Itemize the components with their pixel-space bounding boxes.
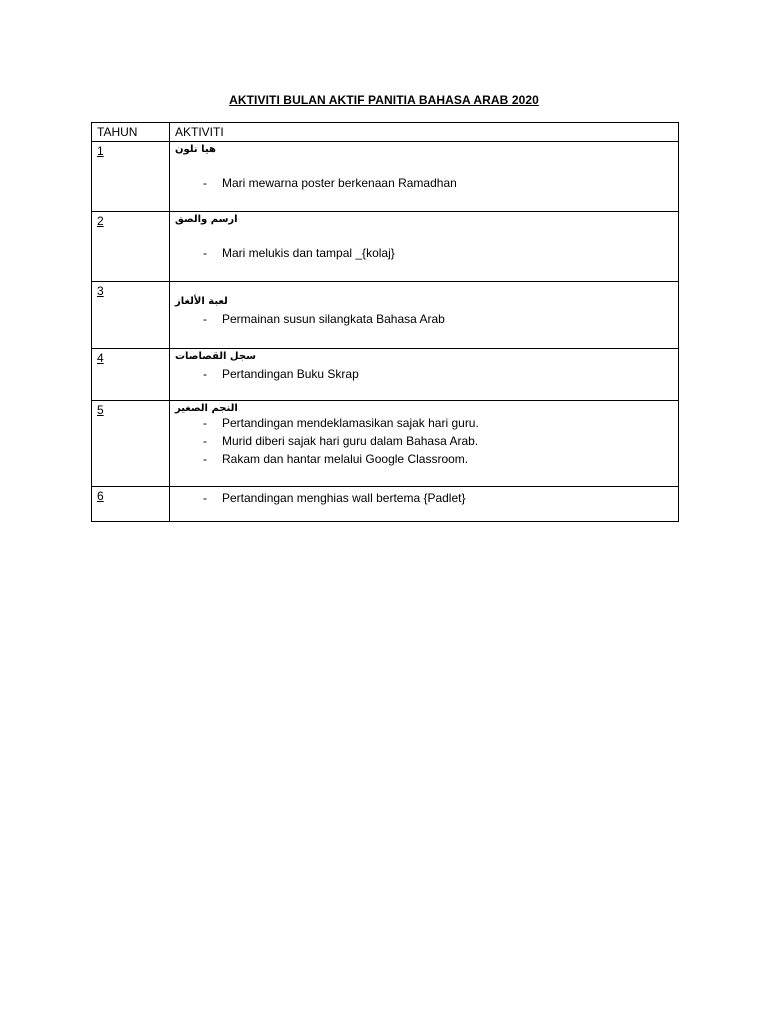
list-item: - Mari mewarna poster berkenaan Ramadhan — [203, 176, 457, 190]
table-row — [92, 349, 679, 401]
table-header-row — [92, 123, 679, 142]
bullet-dash: - — [203, 367, 207, 381]
header-aktiviti: AKTIVITI — [170, 123, 679, 142]
header-tahun: TAHUN — [92, 123, 170, 142]
arabic-activity-title: لعبة الألغاز — [175, 296, 228, 307]
arabic-activity-title: ارسم والصق — [175, 214, 238, 225]
arabic-activity-title: هيا نلون — [175, 144, 216, 155]
arabic-activity-title: سجل القصاصات — [175, 351, 256, 362]
tahun-number: 6 — [97, 489, 104, 503]
activity-list — [175, 244, 673, 262]
tahun-number: 1 — [97, 144, 104, 158]
arabic-activity-title: النجم الصغير — [175, 403, 238, 414]
activity-list — [175, 365, 673, 383]
tahun-number: 2 — [97, 214, 104, 228]
activity-list — [175, 414, 673, 468]
bullet-dash: - — [203, 176, 207, 190]
activity-list — [175, 174, 673, 192]
list-item: - Permainan susun silangkata Bahasa Arab — [203, 312, 445, 326]
activities-table — [91, 122, 679, 522]
bullet-dash: - — [203, 312, 207, 326]
bullet-dash: - — [203, 246, 207, 260]
activity-list — [175, 489, 673, 507]
activity-list — [175, 310, 673, 328]
tahun-number: 4 — [97, 351, 104, 365]
list-item: - Mari melukis dan tampal _{kolaj} — [203, 246, 395, 260]
table-row — [92, 401, 679, 487]
bullet-dash: - — [203, 452, 207, 466]
bullet-dash: - — [203, 416, 207, 430]
bullet-dash: - — [203, 491, 207, 505]
bullet-dash: - — [203, 434, 207, 448]
list-item: - Murid diberi sajak hari guru dalam Bahasa Arab. — [203, 434, 479, 448]
document-title: AKTIVITI BULAN AKTIF PANITIA BAHASA ARAB 2020 — [229, 93, 539, 107]
table-row — [92, 487, 679, 522]
table-row — [92, 212, 679, 282]
table-row — [92, 142, 679, 212]
list-item: - Pertandingan Buku Skrap — [203, 367, 359, 381]
list-item: - Pertandingan mendeklamasikan sajak hari guru. — [203, 416, 479, 430]
list-item: - Rakam dan hantar melalui Google Classroom. — [203, 452, 469, 466]
list-item: - Pertandingan menghias wall bertema {Padlet} — [203, 491, 466, 505]
tahun-number: 5 — [97, 403, 104, 417]
tahun-number: 3 — [97, 284, 104, 298]
table-row — [92, 282, 679, 349]
